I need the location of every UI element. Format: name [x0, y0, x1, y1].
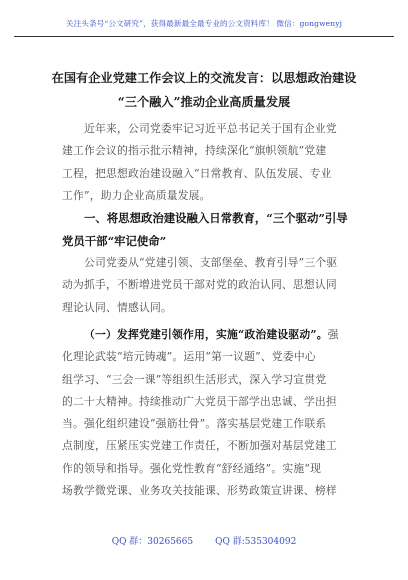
- footer-qq-group-2: QQ 群:535304092: [215, 537, 297, 547]
- footer-qq-group-1: QQ 群：30265665: [111, 537, 194, 547]
- title-line: “三个融入”推动企业高质量发展: [117, 95, 291, 109]
- paragraph-line: 建工作会议的指示批示精神，持续深化“旗帜领航”党建: [62, 144, 327, 158]
- header-divider: [14, 36, 394, 37]
- title-line: 在国有企业党建工作会议上的交流发言：以思想政治建设: [51, 71, 357, 85]
- paragraph-line: 公司党委从“党建引领、支部堡垒、教育引导”三个驱: [84, 256, 338, 269]
- paragraph-line: 近年来，公司党委牢记习近平总书记关于国有企业党: [84, 122, 337, 135]
- subsection-heading: （一）发挥党建引领作用，实施“政治建设驱动”。: [84, 328, 328, 341]
- heading-line: 党员干部“牢记使命”: [62, 233, 167, 248]
- document-title: [34, 66, 374, 114]
- paragraph-text: 强: [327, 328, 339, 341]
- paragraph-line: 工作”，助力企业高质量发展。: [62, 188, 211, 202]
- paragraph-line: [62, 324, 348, 346]
- paragraph-line: 理论认同、情感认同。: [62, 300, 172, 314]
- paragraph-line: 工程，把思想政治建设融入“日常教育、队伍发展、专业: [62, 166, 332, 180]
- paragraph-line: 点制度，压紧压实党建工作责任，不断加强对基层党建工: [62, 439, 337, 453]
- paragraph-line: 作的领导和指导。强化党性教育“舒经通络”。实施“现: [62, 461, 322, 475]
- intro-paragraph: [62, 118, 348, 207]
- paragraph-line: 场教学微党课、业务攻关技能课、形势政策宣讲课、榜样: [62, 484, 337, 498]
- paragraph-line: 化理论武装“培元铸魂”。运用“第一议题”、党委中心: [62, 350, 316, 364]
- paragraph-line: 当。强化组织建设“强筋壮骨”。落实基层党建工作联系: [62, 417, 327, 431]
- header-banner: 关注头条号“公文研究”，获得最新最全最专业的公文资料库！ 微信：gongwenyj: [65, 19, 343, 28]
- paragraph-line: 组学习、“三会一课”等组织生活形式，深入学习宣贯党: [62, 372, 327, 386]
- section1-paragraph: [62, 252, 348, 319]
- heading-line: 一、将思想政治建设融入日常教育，“三个驱动”引导: [84, 211, 348, 225]
- section-heading-1: [62, 207, 352, 252]
- footer: [0, 534, 408, 547]
- paragraph-line: 动为抓手，不断增进党员干部对党的政治认同、思想认同: [62, 278, 337, 292]
- paragraph-line: 的二十大精神。持续推动广大党员干部学出忠诚、学出担: [62, 394, 337, 408]
- subsection1-paragraph: [62, 324, 348, 502]
